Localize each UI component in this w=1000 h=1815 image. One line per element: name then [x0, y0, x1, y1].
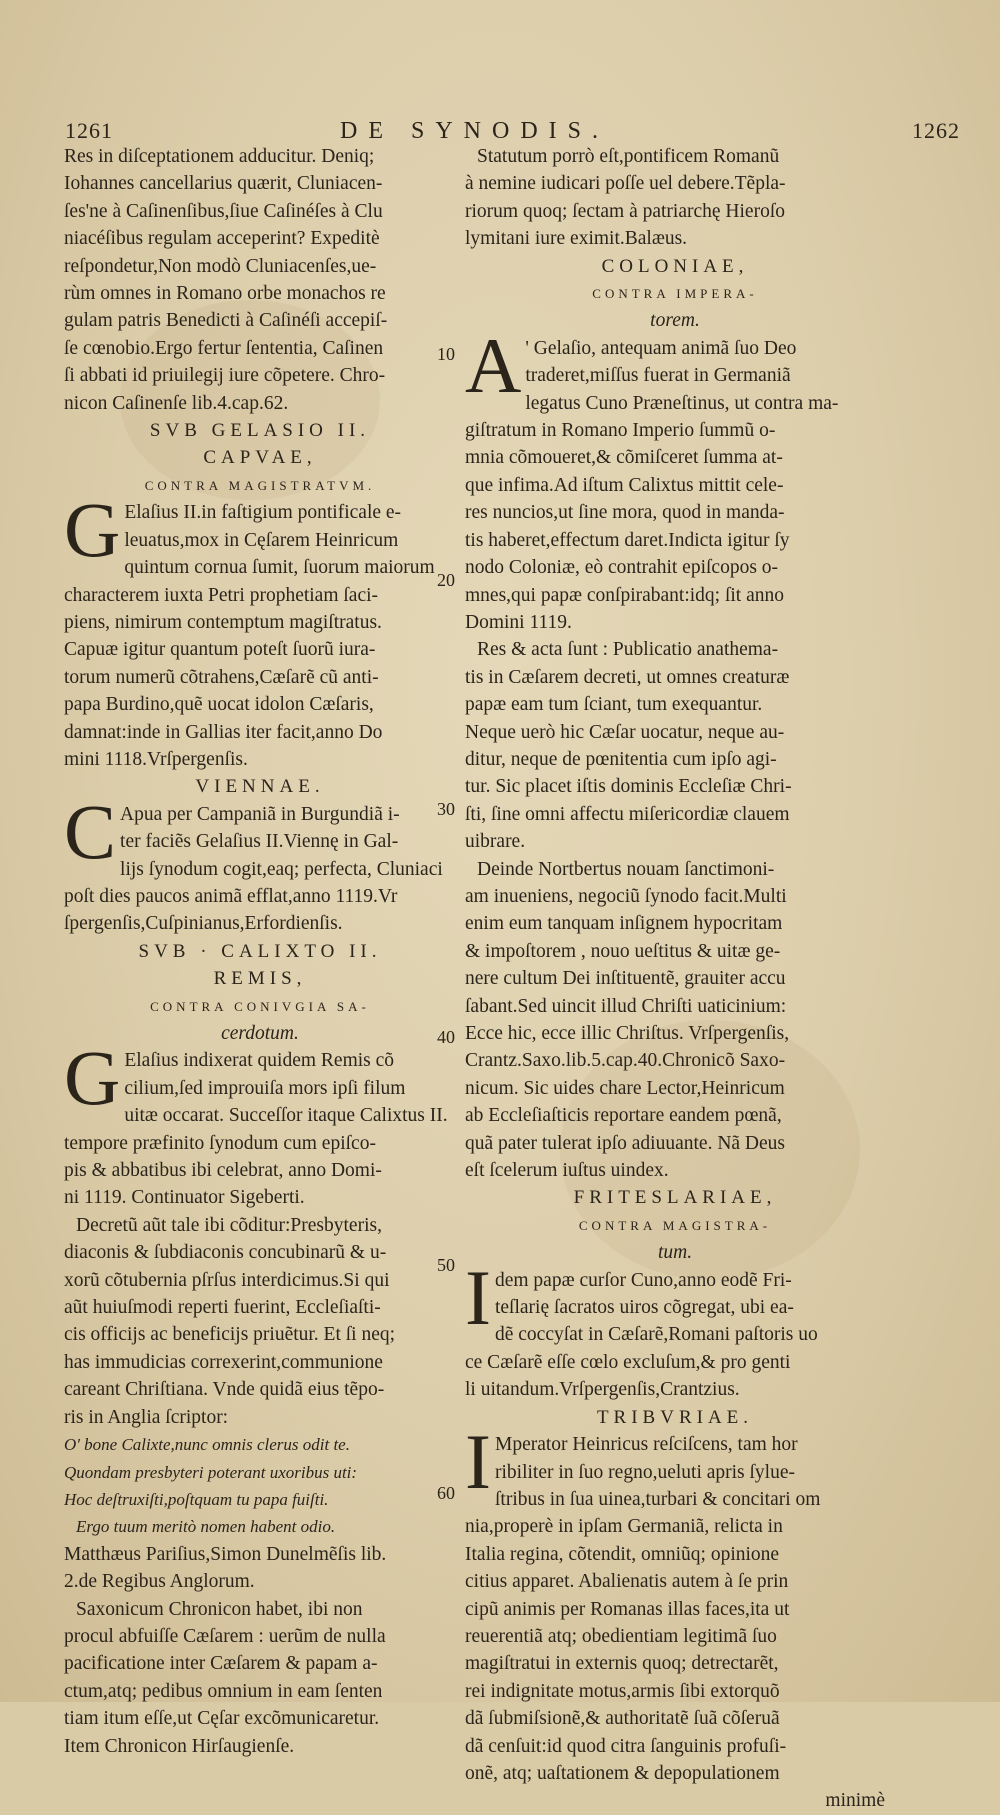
text-line: ab Eccleſiaſticis reportare eandem pœnã,: [465, 1105, 782, 1127]
catchword: minimè: [825, 1790, 885, 1812]
text-line: has immudicias correxerint,communione: [64, 1351, 383, 1373]
text-line: onẽ, atq; uaſtationem & depopulationem: [465, 1762, 780, 1784]
drop-cap: I: [465, 1418, 491, 1506]
text-line: Res & acta ſunt : Publicatio anathema-: [477, 639, 779, 661]
line-number: 50: [437, 1255, 455, 1275]
subheading: CAPVAE,: [203, 447, 317, 469]
text-line: lymitani iure eximit.Balæus.: [465, 228, 688, 250]
text-line: Iohannes cancellarius quærit, Cluniacen-: [64, 173, 383, 195]
text-line: tis in Cæſarem decreti, ut omnes creaturæ: [465, 666, 790, 688]
text-line: legatus Cuno Præneſtinus, ut contra ma-: [525, 392, 839, 414]
text-line: Elaſius II.in faſtigium pontificale e-: [124, 502, 402, 524]
section-heading: SVB GELASIO II.: [149, 420, 371, 442]
left-page-number: 1261: [65, 118, 113, 143]
text-line: pacificatione inter Cæſarem & papam a-: [64, 1653, 378, 1675]
text-line: cipũ animis per Romanas illas faces,ita ut: [465, 1598, 790, 1620]
subheading-small: CONTRA MAGISTRATVM.: [144, 477, 376, 493]
text-line: mnes,qui papæ conſpirabant:idq; ſit anno: [465, 584, 784, 606]
line-number: 60: [437, 1483, 455, 1503]
text-line: dã cenſuit:id quod citra ſanguinis profuſi-: [465, 1735, 787, 1757]
text-line: 2.de Regibus Anglorum.: [64, 1571, 255, 1593]
text-line: mini 1118.Vrſpergenſis.: [64, 748, 248, 770]
text-line: ſe cœnobio.Ergo fertur ſententia, Caſinen: [64, 337, 384, 359]
text-line: papæ eam tum ſciant, tum exequantur.: [465, 694, 763, 716]
text-line: tis haberet,effectum daret.Indicta igitur ſy: [465, 529, 790, 551]
text-line: niacéſibus regulam acceperint? Expeditè: [64, 228, 380, 250]
text-line: dem papæ curſor Cuno,anno eodẽ Fri-: [494, 1269, 792, 1291]
text-line: citius apparet. Abalienatis autem à ſe prin: [465, 1571, 789, 1593]
text-line: ce Cæſarẽ eſſe cœlo excluſum,& pro genti: [465, 1351, 791, 1373]
line-number: 10: [437, 344, 455, 364]
text-line: tempore præfinito ſynodum cum epiſco-: [64, 1132, 376, 1154]
text-line: ſti, ſine omni affectu miſericordiæ clauem: [465, 803, 790, 825]
text-line: am inueniens, negociũ ſynodo facit.Multi: [465, 885, 787, 907]
left-column: [64, 143, 456, 1760]
text-line: procul abfuiſſe Cæſarem : uerũm de nulla: [64, 1625, 386, 1647]
text-line: Item Chronicon Hirſaugienſe.: [64, 1735, 295, 1757]
text-line: eſt ſcelerum iuſtus uindex.: [465, 1160, 669, 1182]
text-line: que infima.Ad iſtum Calixtus mittit cele-: [465, 474, 784, 496]
text-line: li uitandum.Vrſpergenſis,Crantzius.: [465, 1379, 740, 1401]
text-line: lijs ſynodum cogit,eaq; perfecta, Cluniaci: [120, 858, 443, 880]
paragraph-acta: [465, 636, 885, 855]
verse-block: [64, 1431, 456, 1541]
text-line: nodo Coloniæ, eò contrahit epiſcopos o-: [465, 557, 779, 579]
text-line: cis officijs ac beneficijs priuẽtur. Et ſi neq;: [64, 1324, 396, 1346]
running-title: DE SYNODIS.: [340, 118, 610, 144]
text-line: magiſtratui in externis quoq; detrectarẽt,: [465, 1653, 779, 1675]
text-line: ter faciẽs Gelaſius II.Viennę in Gal-: [120, 831, 399, 853]
text-line: Capuæ igitur quantum poteſt ſuorũ iura-: [64, 639, 376, 661]
text-line: ſtribus in ſua uinea,turbari & concitari om: [494, 1488, 821, 1510]
text-line: ſes'ne à Caſinenſibus,ſiue Caſinéſes à Clu: [64, 200, 383, 222]
text-line: tur. Sic placet iſtis dominis Eccleſiæ Chri-: [465, 776, 792, 798]
text-line: rùm omnes in Romano orbe monachos re: [64, 283, 386, 305]
text-line: Res in diſceptationem adducitur. Deniq;: [64, 146, 375, 167]
text-line: mnia cõmoueret,& cõmiſceret ſumma at-: [465, 447, 783, 469]
text-line: cilium,ſed improuiſa mors ipſi filum: [124, 1077, 406, 1099]
text-line: damnat:inde in Gallias iter facit,anno Do: [64, 721, 383, 743]
text-line: Mperator Heinricus reſciſcens, tam hor: [494, 1434, 798, 1456]
line-number: 20: [437, 570, 455, 590]
text-line: traderet,miſſus fuerat in Germaniã: [525, 365, 791, 387]
text-line: ctum,atq; pedibus omnium in eam ſenten: [64, 1680, 383, 1702]
text-line: teſlarię ſacratos uiros cõgregat, ubi ea-: [494, 1297, 794, 1319]
text-line: uibrare.: [465, 831, 526, 853]
text-line: pis & abbatibus ibi celebrat, anno Domi-: [64, 1160, 382, 1182]
text-line: Ecce hic, ecce illic Chriſtus. Vrſpergenſis,: [465, 1023, 790, 1044]
verse-line: Hoc deſtruxiſti,poſtquam tu papa fuiſti.: [64, 1489, 329, 1509]
left-intro: [64, 143, 456, 417]
drop-cap: C: [64, 787, 117, 875]
text-line: ris in Anglia ſcriptor:: [64, 1406, 229, 1428]
text-line: nia,properè in ipſam Germaniã, relicta in: [465, 1516, 783, 1538]
line-number: 30: [437, 799, 455, 819]
text-line: Neque uerò hic Cæſar uocatur, neque au-: [465, 721, 785, 743]
text-line: reuerentiã atq; obedientiam legitimã ſuo: [465, 1625, 777, 1647]
text-line: leuatus,mox in Cęſarem Heinricum: [124, 529, 399, 551]
paragraph-saxon: [64, 1596, 456, 1760]
text-line: papa Burdino,quẽ uocat idolon Cæſaris,: [64, 694, 374, 716]
text-line: aũt huiuſmodi reperti fuerint, Eccleſiaſti-: [64, 1297, 381, 1319]
subheading: COLONIAE,: [601, 255, 749, 277]
text-line: Elaſius indixerat quidem Remis cõ: [124, 1050, 395, 1072]
subheading-italic: tum.: [657, 1242, 693, 1264]
text-line: dẽ coccyſat in Cæſarẽ,Romani paſtoris uo: [494, 1324, 818, 1346]
text-line: gulam patris Benedicti à Caſinéſi accepiſ-: [64, 310, 388, 332]
paragraph-decree: [64, 1212, 456, 1431]
drop-cap: A: [465, 321, 522, 409]
right-column: [465, 143, 885, 1815]
text-line: ' Gelaſio, antequam animã ſuo Deo: [525, 337, 797, 359]
text-line: à nemine iudicari poſſe uel debere.Tẽpla-: [465, 173, 786, 195]
text-line: Deinde Nortbertus nouam ſanctimoni-: [477, 858, 775, 880]
text-line: piens, nimirum contemptum magiſtratus.: [64, 611, 382, 633]
text-line: ribiliter in ſuo regno,ueluti apris ſylue-: [494, 1461, 795, 1483]
subheading: REMIS,: [213, 968, 307, 990]
paragraph-tribur: [465, 1418, 885, 1815]
text-line: characterem iuxta Petri prophetiam ſaci-: [64, 584, 379, 606]
text-line: nicum. Sic uides chare Lector,Heinricum: [465, 1077, 785, 1099]
subheading-small: CONTRA MAGISTRA-: [578, 1217, 772, 1233]
text-line: ſabant.Sed uincit illud Chriſti uaticinium:: [465, 995, 787, 1017]
subheading-small: CONTRA CONIVGIA SA-: [150, 998, 370, 1014]
subheading: VIENNAE.: [195, 776, 325, 798]
text-line: Crantz.Saxo.lib.5.cap.40.Chronicõ Saxo-: [465, 1050, 786, 1072]
verse-line: O' bone Calixte,nunc omnis clerus odit te.: [64, 1435, 350, 1455]
subheading: FRITESLARIAE,: [573, 1187, 777, 1209]
subheading-italic: cerdotum.: [221, 1023, 299, 1044]
line-number: 40: [437, 1027, 455, 1047]
text-line: poſt dies paucos animã efflat,anno 1119.Vr: [64, 885, 398, 907]
text-line: enim eum tanquam inſignem hypocritam: [465, 913, 783, 935]
text-line: nere cultum Dei inſtituentẽ, grauiter accu: [465, 968, 786, 990]
subheading-italic: torem.: [650, 310, 700, 332]
text-line: ſpergenſis,Cuſpinianus,Erfordienſis.: [64, 913, 343, 935]
text-line: rei indignitate motus,armis ſibi extorquõ: [465, 1680, 780, 1702]
text-line: reſpondetur,Non modò Cluniacenſes,ue-: [64, 255, 377, 277]
text-line: xorũ cõtubernia pſrſus interdicimus.Si qui: [64, 1269, 390, 1291]
drop-cap: G: [64, 486, 121, 574]
text-line: ditur, neque de pœnitentia cum ipſo agi-: [465, 748, 777, 770]
text-line: torum numerũ cõtrahens,Cæſarẽ cũ anti-: [64, 666, 379, 688]
text-line: res nuncios,ut ſine mora, quod in manda-: [465, 502, 785, 524]
text-line: ſi abbati id priuilegij iure cõpetere. Chro-: [64, 365, 386, 387]
section-heading: SVB · CALIXTO II.: [138, 940, 382, 962]
text-line: Decretũ aũt tale ibi cõditur:Presbyteris,: [76, 1214, 382, 1236]
verse-line: Quondam presbyteri poterant uxoribus uti:: [64, 1462, 358, 1482]
text-line: dã ſubmiſsionẽ,& authoritatẽ ſuã cõſeruã: [465, 1708, 780, 1730]
text-line: Domini 1119.: [465, 611, 572, 633]
text-line: riorum quoq; ſectam à patriarchę Hieroſo: [465, 200, 785, 222]
text-line: diaconis & ſubdiaconis concubinarũ & u-: [64, 1242, 387, 1264]
text-line: Statutum porrò eſt,pontificem Romanũ: [477, 146, 780, 167]
right-page-number: 1262: [912, 118, 960, 143]
text-line: ni 1119. Continuator Sigeberti.: [64, 1187, 305, 1209]
right-intro: [465, 143, 885, 253]
text-line: quã pater tulerat ipſo adiuuante. Nã Deus: [465, 1132, 786, 1154]
text-line: & impoſtorem , nouo ueſtitus & uitæ ge-: [465, 940, 781, 962]
text-line: quintum cornua ſumit, ſuorum maiorum: [124, 557, 435, 579]
subheading-small: CONTRA IMPERA-: [592, 286, 758, 302]
text-line: Saxonicum Chronicon habet, ibi non: [76, 1598, 363, 1620]
drop-cap: G: [64, 1034, 121, 1122]
paragraph-matthaeus: [64, 1541, 456, 1596]
text-line: careant Chriſtiana. Vnde quidã eius tẽpo-: [64, 1379, 385, 1401]
text-line: giſtratum in Romano Imperio ſummũ o-: [465, 420, 776, 442]
subheading: TRIBVRIAE.: [596, 1406, 754, 1428]
text-line: Italia regina, cõtendit, omniũq; opinione: [465, 1543, 780, 1565]
text-line: tiam itum eſſe,ut Cęſar excõmunicaretur.: [64, 1708, 380, 1730]
text-line: nicon Caſinenſe lib.4.cap.62.: [64, 392, 289, 414]
paragraph-capuae: [64, 486, 456, 773]
drop-cap: I: [465, 1253, 491, 1341]
text-line: uitæ occarat. Succeſſor itaque Calixtus II.: [124, 1105, 448, 1127]
text-line: Apua per Campaniã in Burgundiã i-: [120, 803, 400, 825]
text-line: Matthæus Pariſius,Simon Dunelmẽſis lib.: [64, 1543, 387, 1565]
paragraph-nortbertus: [465, 856, 885, 1185]
verse-line: Ergo tuum meritò nomen habent odio.: [76, 1517, 336, 1537]
